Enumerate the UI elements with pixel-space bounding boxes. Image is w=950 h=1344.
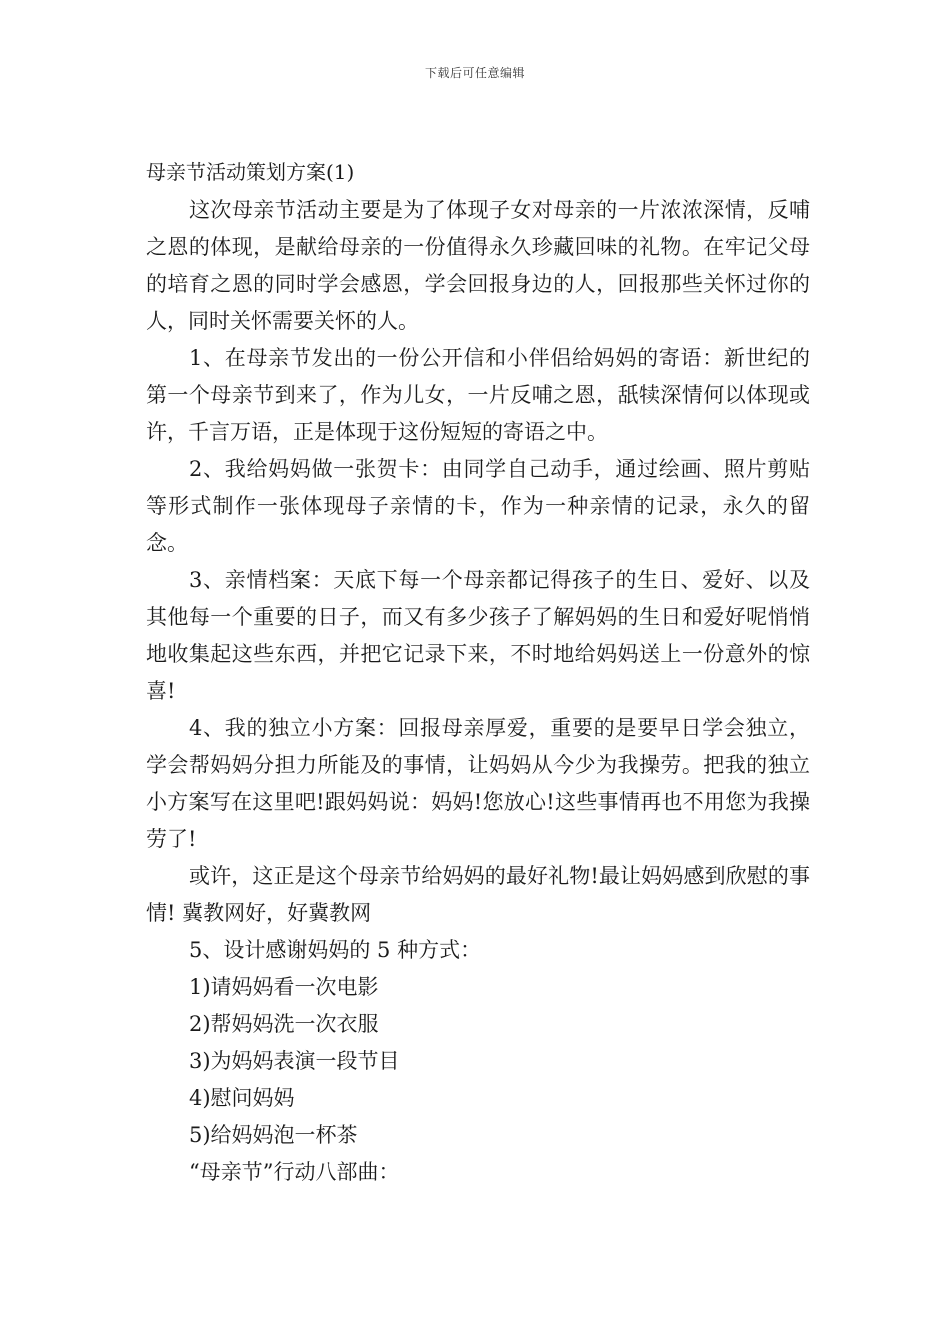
list-item: 2)帮妈妈洗一次衣服 [189, 1012, 379, 1036]
item-2-paragraph: 2、我给妈妈做一张贺卡：由同学自己动手，通过绘画、照片剪贴等形式制作一张体现母子亲情的卡，作为一种亲情的记录，永久的留念。 [146, 457, 810, 555]
list-item: 3)为妈妈表演一段节目 [189, 1049, 400, 1073]
item-4-paragraph: 4、我的独立小方案：回报母亲厚爱，重要的是要早日学会独立，学会帮妈妈分担力所能及的事情，让妈妈从今少为我操劳。把我的独立小方案写在这里吧!跟妈妈说：妈妈!您放心!这些事情再也不用您为我操劳了! [146, 716, 810, 851]
item-1-paragraph: 1、在母亲节发出的一份公开信和小伴侣给妈妈的寄语：新世纪的第一个母亲节到来了，作为儿女，一片反哺之恩，舐犊深情何以体现或许，千言万语，正是体现于这份短短的寄语之中。 [146, 346, 810, 444]
list-item: 5)给妈妈泡一杯茶 [189, 1123, 358, 1147]
list-intro: 5、设计感谢妈妈的 5 种方式： [189, 938, 482, 962]
page-header-note: 下载后可任意编辑 [424, 66, 525, 80]
intro-paragraph: 这次母亲节活动主要是为了体现子女对母亲的一片浓浓深情，反哺之恩的体现，是献给母亲的一份值得永久珍藏回味的礼物。在牢记父母的培育之恩的同时学会感恩，学会回报身边的人，回报那些关怀过你的人，同时关怀需要关怀的人。 [146, 198, 810, 333]
closing-line: “母亲节”行动八部曲： [189, 1160, 400, 1184]
document-body [146, 156, 810, 1191]
list-item: 1)请妈妈看一次电影 [189, 975, 379, 999]
item-3-paragraph: 3、亲情档案：天底下每一个母亲都记得孩子的生日、爱好、以及其他每一个重要的日子，而又有多少孩子了解妈妈的生日和爱好呢悄悄地收集起这些东西，并把它记录下来，不时地给妈妈送上一份意外的惊喜! [146, 568, 810, 703]
summary-paragraph: 或许，这正是这个母亲节给妈妈的最好礼物!最让妈妈感到欣慰的事情! 冀教网好，好冀教网 [146, 864, 810, 925]
list-item: 4)慰问妈妈 [189, 1086, 295, 1110]
document-title: 母亲节活动策划方案(1) [146, 160, 355, 184]
